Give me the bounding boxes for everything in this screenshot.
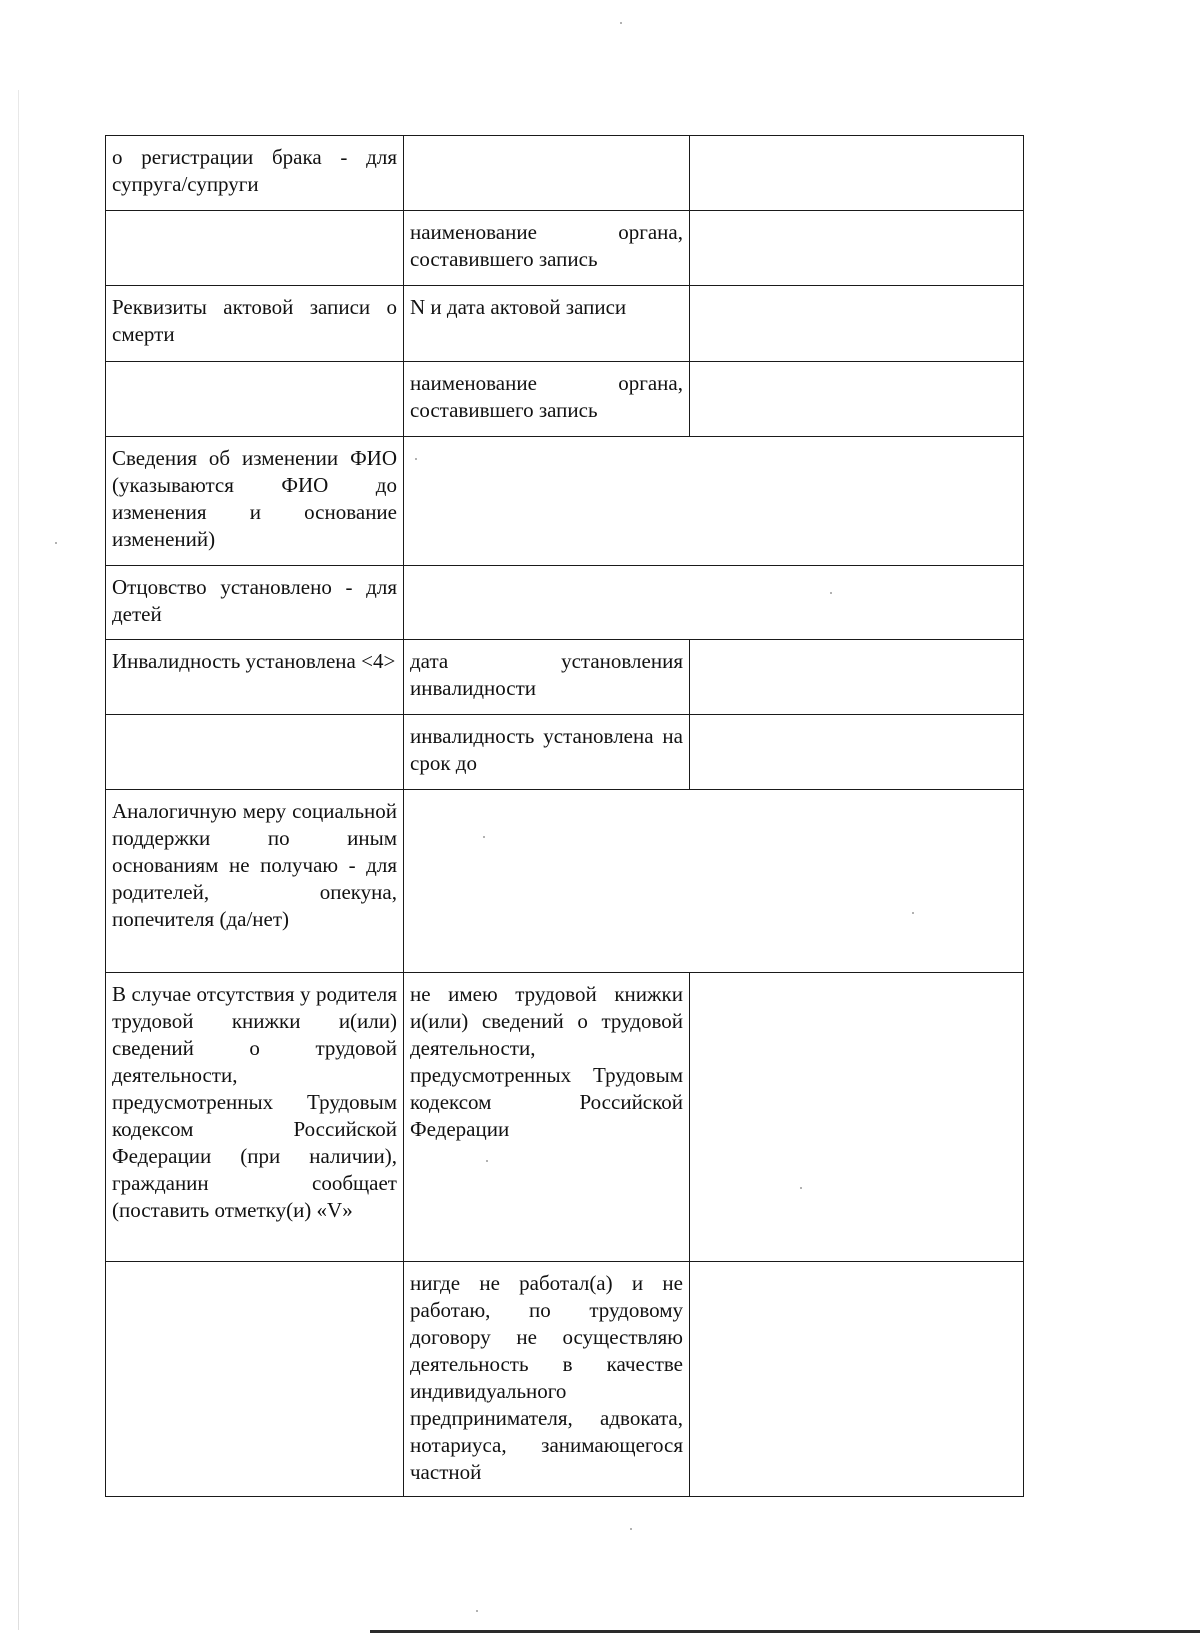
row-value-cell[interactable] xyxy=(404,566,1024,640)
table-row xyxy=(106,790,1024,973)
row-value-cell[interactable] xyxy=(690,286,1024,362)
row-label xyxy=(106,211,404,286)
row-label: Реквизиты актовой записи о смерти xyxy=(106,286,404,362)
row-sub-label xyxy=(404,136,690,211)
table-row xyxy=(106,286,1024,362)
row-label xyxy=(106,1262,404,1497)
row-value-cell[interactable] xyxy=(404,437,1024,566)
table-row xyxy=(106,136,1024,211)
row-label: В случае отсутствия у родителя трудовой книжки и(или) сведений о трудовой деятельности, предусмотренных Трудовым кодексом Российской Федерации (при наличии), гражданин сообщает (поставить отметку(и) «V» xyxy=(106,973,404,1262)
row-sub-label: наименование органа, составившего запись xyxy=(404,362,690,437)
row-label xyxy=(106,715,404,790)
table-row xyxy=(106,362,1024,437)
row-value-cell[interactable] xyxy=(690,715,1024,790)
row-value-cell[interactable] xyxy=(690,136,1024,211)
row-sub-label: не имею трудовой книжки и(или) сведений о трудовой деятельности, предусмотренных Трудовым кодексом Российской Федерации xyxy=(404,973,690,1262)
scan-speck xyxy=(55,542,57,544)
table-row xyxy=(106,1262,1024,1497)
row-sub-label: дата установления инвалидности xyxy=(404,640,690,715)
row-label: Отцовство установлено - для детей xyxy=(106,566,404,640)
row-value-cell[interactable] xyxy=(690,362,1024,437)
row-sub-label: наименование органа, составившего запись xyxy=(404,211,690,286)
table-row xyxy=(106,640,1024,715)
row-sub-label: нигде не работал(а) и не работаю, по трудовому договору не осуществляю деятельность в качестве индивидуального предпринимателя, адвоката, нотариуса, занимающегося частной xyxy=(404,1262,690,1497)
table-row xyxy=(106,211,1024,286)
row-checkmark-cell[interactable] xyxy=(690,1262,1024,1497)
row-label: Аналогичную меру социальной поддержки по иным основаниям не получаю - для родителей, опекуна, попечителя (да/нет) xyxy=(106,790,404,973)
scan-edge-bottom xyxy=(370,1630,1200,1633)
row-label xyxy=(106,362,404,437)
application-form-table xyxy=(105,135,1024,1497)
scan-speck xyxy=(630,1528,632,1530)
row-label: Сведения об изменении ФИО (указываются ФИО до изменения и основание изменений) xyxy=(106,437,404,566)
table-row xyxy=(106,973,1024,1262)
row-sub-label: инвалидность установлена на срок до xyxy=(404,715,690,790)
row-value-cell[interactable] xyxy=(690,211,1024,286)
scan-speck xyxy=(476,1610,478,1612)
scan-edge-left xyxy=(18,90,19,1630)
table-row xyxy=(106,437,1024,566)
row-checkmark-cell[interactable] xyxy=(690,973,1024,1262)
row-label: Инвалидность установлена <4> xyxy=(106,640,404,715)
row-value-cell[interactable] xyxy=(404,790,1024,973)
table-row xyxy=(106,566,1024,640)
row-value-cell[interactable] xyxy=(690,640,1024,715)
row-label: о регистрации брака - для супруга/супруги xyxy=(106,136,404,211)
table-row xyxy=(106,715,1024,790)
scan-speck xyxy=(620,22,622,24)
row-sub-label: N и дата актовой записи xyxy=(404,286,690,362)
